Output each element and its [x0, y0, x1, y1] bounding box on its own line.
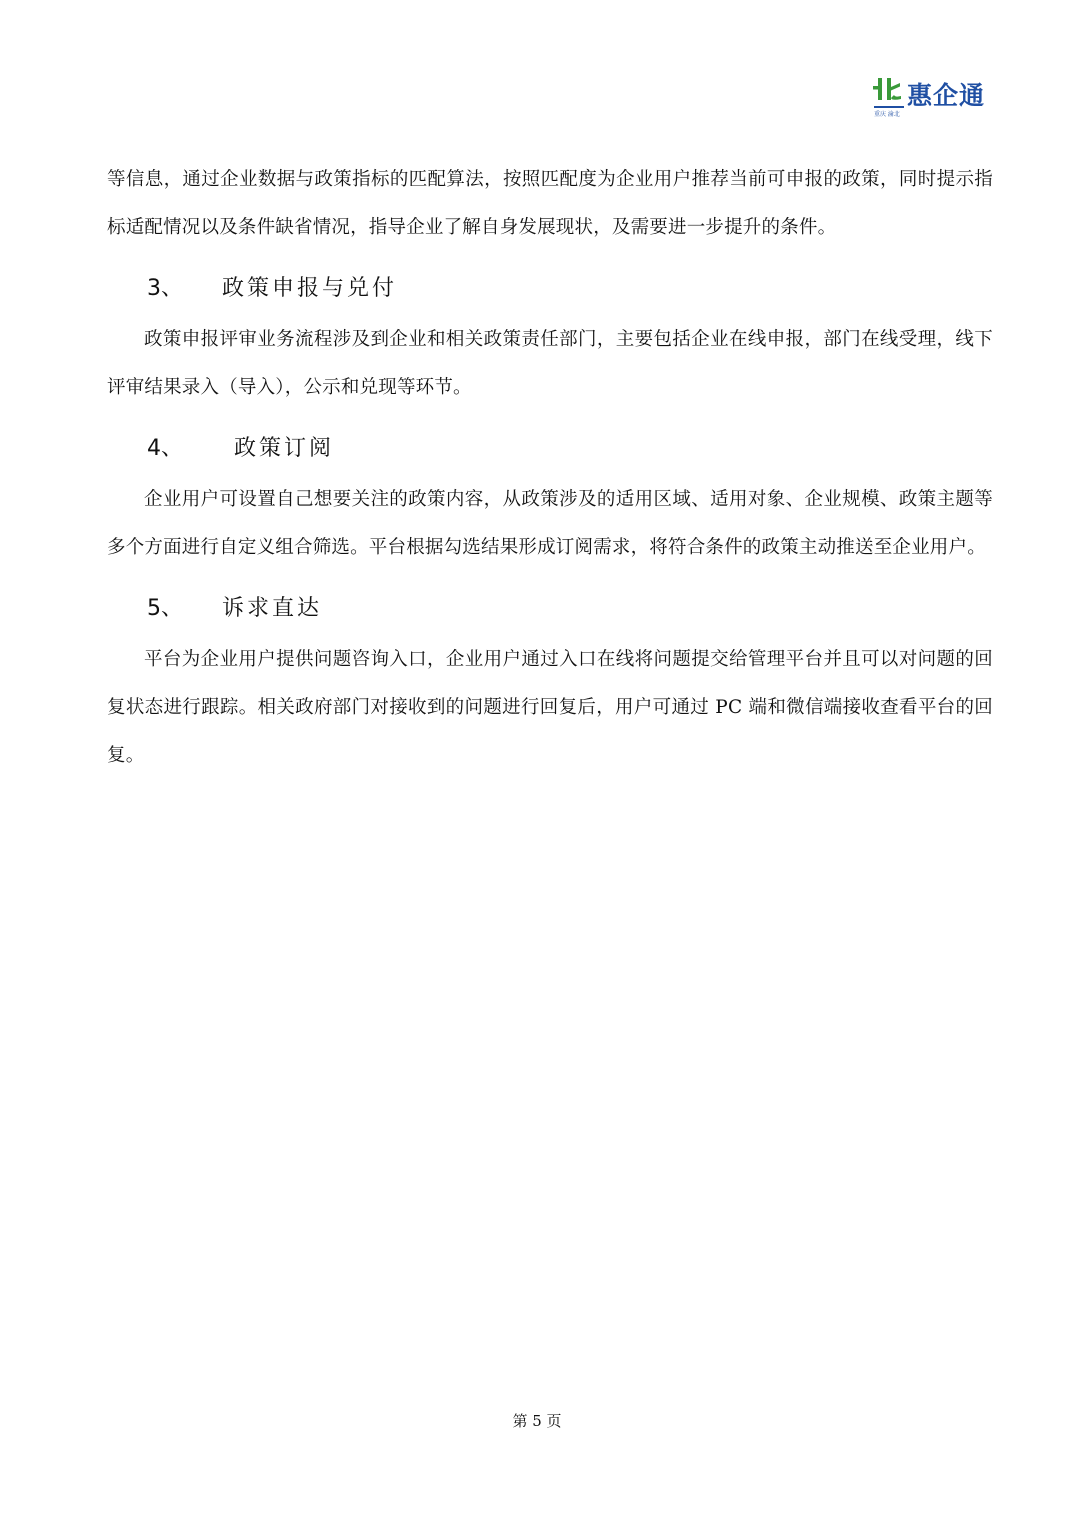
- section-heading-4: [107, 424, 993, 468]
- section-heading-5: [107, 584, 993, 628]
- logo-mark-icon: [873, 74, 907, 118]
- section-number: 3、: [147, 275, 183, 301]
- logo-subtext: 重庆 渝北: [874, 111, 900, 118]
- section-body: 企业用户可设置自己想要关注的政策内容，从政策涉及的适用区域、适用对象、企业规模、政策主题等多个方面进行自定义组合筛选。平台根据勾选结果形成订阅需求，将符合条件的政策主动推送至企业用户。: [107, 489, 993, 558]
- section-number: 5、: [147, 595, 183, 621]
- brand-logo: [873, 74, 997, 118]
- section-body: 政策申报评审业务流程涉及到企业和相关政策责任部门，主要包括企业在线申报，部门在线受理，线下评审结果录入（导入），公示和兑现等环节。: [107, 329, 993, 398]
- page-content: [107, 156, 993, 780]
- section-number: 4、: [147, 435, 183, 461]
- logo-text: 惠企通: [907, 81, 986, 110]
- section-heading-3: [107, 264, 993, 308]
- intro-paragraph: 等信息，通过企业数据与政策指标的匹配算法，按照匹配度为企业用户推荐当前可申报的政策，同时提示指标适配情况以及条件缺省情况，指导企业了解自身发展现状，及需要进一步提升的条件。: [107, 169, 993, 238]
- section-title: 政策订阅: [234, 435, 335, 461]
- section-title: 诉求直达: [222, 595, 323, 621]
- page-number: 第 5 页: [512, 1412, 562, 1430]
- section-title: 政策申报与兑付: [222, 275, 398, 301]
- section-body: 平台为企业用户提供问题咨询入口，企业用户通过入口在线将问题提交给管理平台并且可以对问题的回复状态进行跟踪。相关政府部门对接收到的问题进行回复后，用户可通过 PC 端和微信端接收查看平台的回复。: [107, 649, 993, 766]
